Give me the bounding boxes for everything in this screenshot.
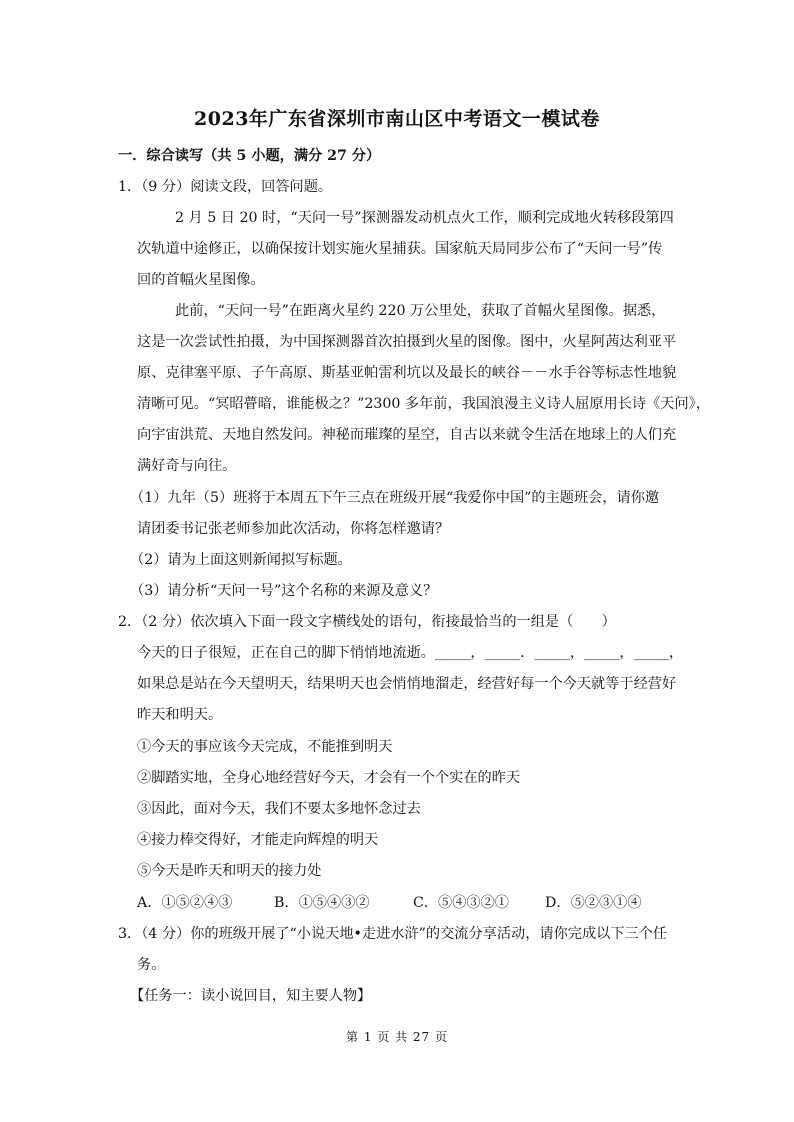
- passage-line: 此前，“天问一号”在距离火星约 220 万公里处，获取了首幅火星图像。据悉，: [175, 303, 666, 319]
- passage-line: 这是一次尝试性拍摄，为中国探测器首次拍摄到火星的图像。图中，火星阿茜达利亚平: [137, 334, 677, 350]
- option-a: A．①⑤②④③: [137, 895, 233, 911]
- section-heading: 一．综合读写（共 5 小题，满分 27 分）: [118, 148, 381, 164]
- question-2-text: 如果总是站在今天望明天，结果明天也会悄悄地溜走，经营好每一个今天就等于经营好: [137, 676, 677, 692]
- page-footer: 第 1 页 共 27 页: [346, 1030, 448, 1044]
- sub-question-1: （1）九年（5）班将于本周五下午三点在班级开展“我爱你中国”的主题班会，请你邀: [130, 490, 660, 506]
- option-c: C．⑤④③②①: [413, 895, 509, 911]
- passage-line: 2 月 5 日 20 时，“天问一号”探测器发动机点火工作，顺利完成地火转移段第四: [175, 210, 674, 226]
- option-b: B．①⑤④③②: [274, 895, 370, 911]
- page-title: 2023年广东省深圳市南山区中考语文一模试卷: [194, 108, 600, 130]
- question-2-heading: 2．（2 分）依次填入下面一段文字横线处的语句，衔接最恰当的一组是（ ）: [118, 614, 616, 630]
- passage-line: 清晰可见。“冥昭瞢暗，谁能极之？”2300 多年前，我国浪漫主义诗人屈原用长诗《天问》，: [137, 396, 710, 412]
- question-2-text: 昨天和明天。: [137, 707, 223, 723]
- sub-question-3: （3）请分析“天问一号”这个名称的来源及意义？: [130, 583, 438, 599]
- sentence-item-4: ④接力棒交得好，才能走向辉煌的明天: [137, 832, 379, 848]
- passage-line: 次轨道中途修正，以确保按计划实施火星捕获。国家航天局同步公布了“天问一号”传: [137, 241, 663, 257]
- sub-question-2: （2）请为上面这则新闻拟写标题。: [130, 552, 352, 568]
- sentence-item-1: ①今天的事应该今天完成，不能推到明天: [137, 739, 393, 755]
- option-d: D．⑤②③①④: [545, 895, 642, 911]
- passage-line: 满好奇与向往。: [137, 458, 237, 474]
- question-2-text: 今天的日子很短，正在自己的脚下悄悄地流逝。_____，_____．_____，_____，_____，: [137, 645, 684, 661]
- sentence-item-3: ③因此，面对今天，我们不要太多地怀念过去: [137, 801, 421, 817]
- sentence-item-2: ②脚踏实地，全身心地经营好今天，才会有一个个实在的昨天: [137, 770, 521, 786]
- passage-line: 向宇宙洪荒、天地自然发问。神秘而璀璨的星空，自古以来就令生活在地球上的人们充: [137, 427, 677, 443]
- question-3-heading-cont: 务。: [137, 957, 166, 973]
- answer-options: [137, 892, 697, 914]
- question-3-heading: 3．（4 分）你的班级开展了“小说天地•走进水浒”的交流分享活动，请你完成以下三个任: [118, 926, 668, 942]
- task-1-heading: 【任务一：读小说回目，知主要人物】: [130, 988, 372, 1004]
- passage-line: 原、克律塞平原、子午高原、斯基亚帕雷利坑以及最长的峡谷－－水手谷等标志性地貌: [137, 365, 677, 381]
- sentence-item-5: ⑤今天是昨天和明天的接力处: [137, 863, 322, 879]
- passage-line: 回的首幅火星图像。: [137, 272, 265, 288]
- question-1-heading: 1．（9 分）阅读文段，回答问题。: [118, 179, 333, 195]
- sub-question-1-cont: 请团委书记张老师参加此次活动，你将怎样邀请？: [137, 521, 450, 537]
